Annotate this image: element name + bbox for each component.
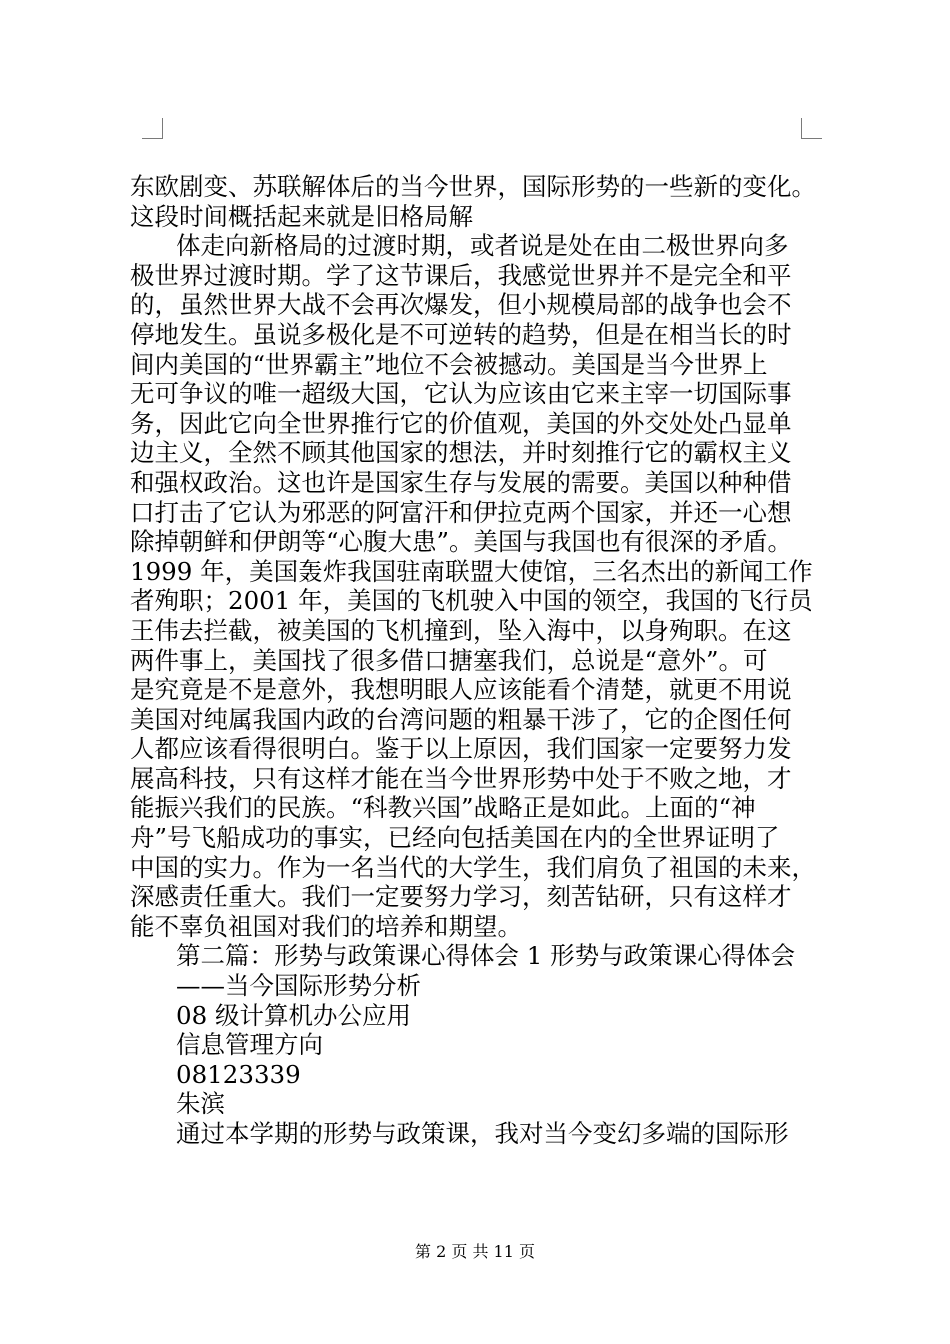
section-heading: 第二篇：形势与政策课心得体会 1 形势与政策课心得体会 [176,941,796,971]
author-name-line: 朱滨 [176,1089,225,1119]
text-line: 中国的实力。作为一名当代的大学生，我们肩负了祖国的未来， [130,852,816,882]
text-line: 和强权政治。这也许是国家生存与发展的需要。美国以种种借 [130,467,792,497]
major-line: 信息管理方向 [176,1030,323,1060]
text-line: 人都应该看得很明白。鉴于以上原因，我们国家一定要努力发 [130,734,792,764]
text-line: 两件事上，美国找了很多借口搪塞我们，总说是“意外”。可 [130,645,768,675]
subtitle-line: ——当今国际形势分析 [176,971,421,1001]
text-line: 是究竟是不是意外，我想明眼人应该能看个清楚，就更不用说 [130,675,792,705]
text-line: 体走向新格局的过渡时期，或者说是处在由二极世界向多 [176,231,789,261]
text-line: 极世界过渡时期。学了这节课后，我感觉世界并不是完全和平 [130,260,792,290]
text-line: 深感责任重大。我们一定要努力学习，刻苦钻研，只有这样才 [130,882,792,912]
text-line: 无可争议的唯一超级大国，它认为应该由它来主宰一切国际事 [130,379,792,409]
text-line: 能不辜负祖国对我们的培养和期望。 [130,911,522,941]
text-line: 口打击了它认为邪恶的阿富汗和伊拉克两个国家，并还一心想 [130,497,792,527]
page-footer: 第 2 页 共 11 页 [415,1242,535,1261]
text-line: 停地发生。虽说多极化是不可逆转的趋势，但是在相当长的时 [130,319,792,349]
text-line: 舟”号飞船成功的事实，已经向包括美国在内的全世界证明了 [130,823,780,853]
text-line: 这段时间概括起来就是旧格局解 [130,201,473,231]
text-line: 务，因此它向全世界推行它的价值观，美国的外交处处凸显单 [130,408,792,438]
text-line: 除掉朝鲜和伊朗等“心腹大患”。美国与我国也有很深的矛盾。 [130,527,793,557]
text-line: 边主义，全然不顾其他国家的想法，并时刻推行它的霸权主义 [130,438,792,468]
text-line: 通过本学期的形势与政策课，我对当今变幻多端的国际形 [176,1119,789,1148]
class-line: 08 级计算机办公应用 [176,1000,411,1030]
text-line: 1999 年，美国轰炸我国驻南联盟大使馆，三名杰出的新闻工作 [130,556,813,586]
text-line: 美国对纯属我国内政的台湾问题的粗暴干涉了，它的企图任何 [130,704,792,734]
text-line: 间内美国的“世界霸主”地位不会被撼动。美国是当今世界上 [130,349,768,379]
crop-mark-top-right [801,118,822,139]
text-line: 王伟去拦截，被美国的飞机撞到，坠入海中，以身殉职。在这 [130,615,792,645]
text-line: 的，虽然世界大战不会再次爆发，但小规模局部的战争也会不 [130,290,792,320]
student-id-line: 08123339 [176,1059,301,1089]
crop-mark-top-left [142,118,163,139]
text-line: 能振兴我们的民族。“科教兴国”战略正是如此。上面的“神 [130,793,756,823]
text-line: 展高科技，只有这样才能在当今世界形势中处于不败之地，才 [130,763,792,793]
text-line: 者殉职；2001 年，美国的飞机驶入中国的领空，我国的飞行员 [130,586,813,616]
text-line: 东欧剧变、苏联解体后的当今世界，国际形势的一些新的变化。 [130,172,816,201]
body-text [130,172,850,1149]
